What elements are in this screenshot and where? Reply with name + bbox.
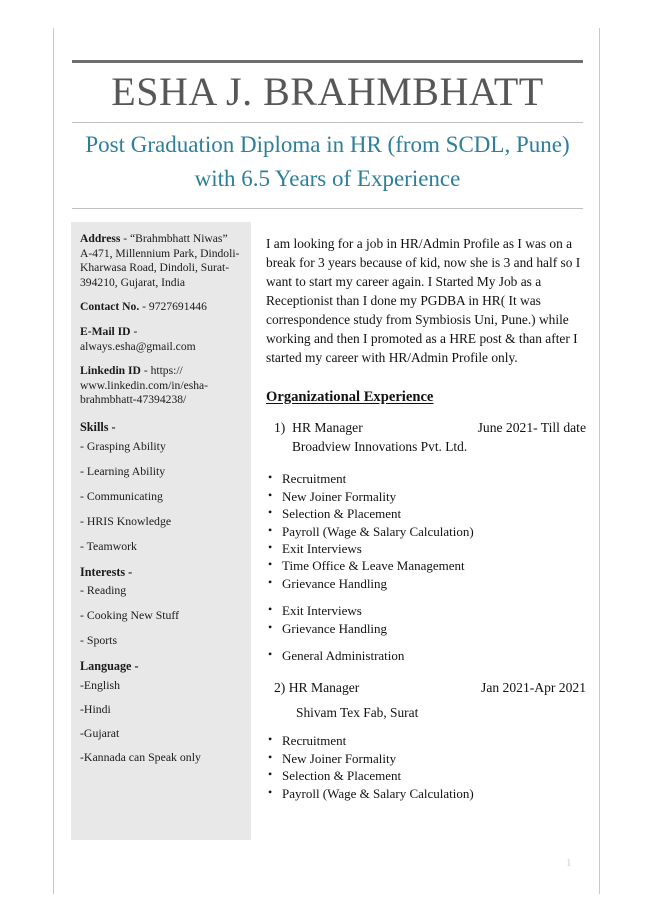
- language-heading: Language -: [80, 659, 139, 674]
- linkedin-label: Linkedin ID: [80, 364, 141, 378]
- job-duty-list: [266, 470, 586, 592]
- job-duty-list: [266, 602, 586, 637]
- list-item: • Time Office & Leave Management: [266, 557, 586, 574]
- list-item: • General Administration: [266, 647, 586, 664]
- list-item: • Recruitment: [266, 470, 586, 487]
- interest-item: - Cooking New Stuff: [80, 608, 180, 623]
- language-item: -English: [80, 677, 120, 692]
- skill-item: - Grasping Ability: [80, 438, 166, 453]
- resume-page: [53, 28, 600, 894]
- skill-item: - HRIS Knowledge: [80, 513, 172, 528]
- job-organization: Shivam Tex Fab, Surat: [296, 705, 419, 721]
- profile-summary: I am looking for a job in HR/Admin Profile as I was on a break for 3 years because of kid, now she is 3 and half so I want to start my career again. I Started My Job as a Receptionist than I done my PGDBA in HR( It was correspondence study from Symbiosis Uni, Pune.) while working and then I promoted as a HRE post & than after I started my career with HR/Admin Profile only.: [266, 236, 581, 365]
- interests-heading: Interests -: [80, 564, 133, 579]
- header-top-rule: [72, 60, 583, 63]
- experience-entry: [266, 418, 586, 457]
- list-item: • Payroll (Wage & Salary Calculation): [266, 523, 586, 540]
- list-item: • Selection & Placement: [266, 767, 586, 784]
- job-title: [274, 678, 359, 697]
- sidebar-contact: [80, 300, 242, 315]
- skills-heading: Skills -: [80, 419, 116, 434]
- job-title: [274, 418, 363, 437]
- skill-item: - Teamwork: [80, 538, 137, 553]
- header-middle-rule: [72, 122, 583, 123]
- job-dates: June 2021- Till date: [477, 420, 586, 436]
- job-role: HR Manager: [292, 420, 363, 436]
- page-number: 1: [566, 857, 572, 869]
- interest-item: - Sports: [80, 633, 118, 648]
- email-dash: -: [133, 324, 138, 338]
- interest-item: - Reading: [80, 583, 127, 598]
- sidebar-email: [80, 325, 242, 354]
- list-item: • New Joiner Formality: [266, 750, 586, 767]
- language-item: -Gujarat: [80, 725, 120, 740]
- list-item: • Grievance Handling: [266, 575, 586, 592]
- experience-heading: Organizational Experience: [266, 388, 434, 405]
- address-value: - “Brahmbhatt Niwas” A-471, Millennium Park, Dindoli-Kharwasa Road, Dindoli, Surat-394210, Gujarat, India: [80, 232, 240, 289]
- list-item: • Grievance Handling: [266, 620, 586, 637]
- list-item: • Exit Interviews: [266, 602, 586, 619]
- job-role: HR Manager: [288, 680, 360, 696]
- linkedin-prefix: - https://: [143, 364, 183, 378]
- sidebar-address: [80, 232, 242, 290]
- job-header: [266, 678, 586, 697]
- skill-item: - Communicating: [80, 488, 163, 503]
- job-duty-list: [266, 647, 586, 664]
- address-label: Address: [80, 232, 121, 245]
- list-item: • New Joiner Formality: [266, 488, 586, 505]
- list-item: • Recruitment: [266, 732, 586, 749]
- email-address[interactable]: always.esha@gmail.com: [80, 339, 196, 353]
- header-bottom-rule: [72, 208, 583, 209]
- sidebar: [71, 222, 251, 840]
- experience-entry: [266, 678, 586, 723]
- skill-item: - Learning Ability: [80, 463, 166, 478]
- contact-label: Contact No.: [80, 300, 140, 314]
- job-organization: Broadview Innovations Pvt. Ltd.: [292, 439, 468, 455]
- page-title: ESHA J. BRAHMBHATT: [111, 69, 544, 114]
- list-item: • Selection & Placement: [266, 505, 586, 522]
- job-header: [266, 418, 586, 437]
- language-item: -Hindi: [80, 701, 111, 716]
- job-duty-list: [266, 732, 586, 802]
- job-index: 2): [274, 680, 286, 696]
- list-item: • Payroll (Wage & Salary Calculation): [266, 785, 586, 802]
- page-subtitle: Post Graduation Diploma in HR (from SCDL, Pune) with 6.5 Years of Experience: [85, 132, 570, 191]
- email-label: E-Mail ID: [80, 324, 131, 338]
- job-dates: Jan 2021-Apr 2021: [481, 680, 586, 696]
- job-index: 1): [274, 420, 286, 436]
- language-item: -Kannada can Speak only: [80, 749, 201, 764]
- sidebar-linkedin: [80, 364, 242, 408]
- main-content: [266, 222, 586, 802]
- linkedin-url[interactable]: www.linkedin.com/in/esha-brahmbhatt-47394238/: [80, 378, 209, 407]
- list-item: • Exit Interviews: [266, 540, 586, 557]
- contact-value: - 9727691446: [142, 300, 207, 314]
